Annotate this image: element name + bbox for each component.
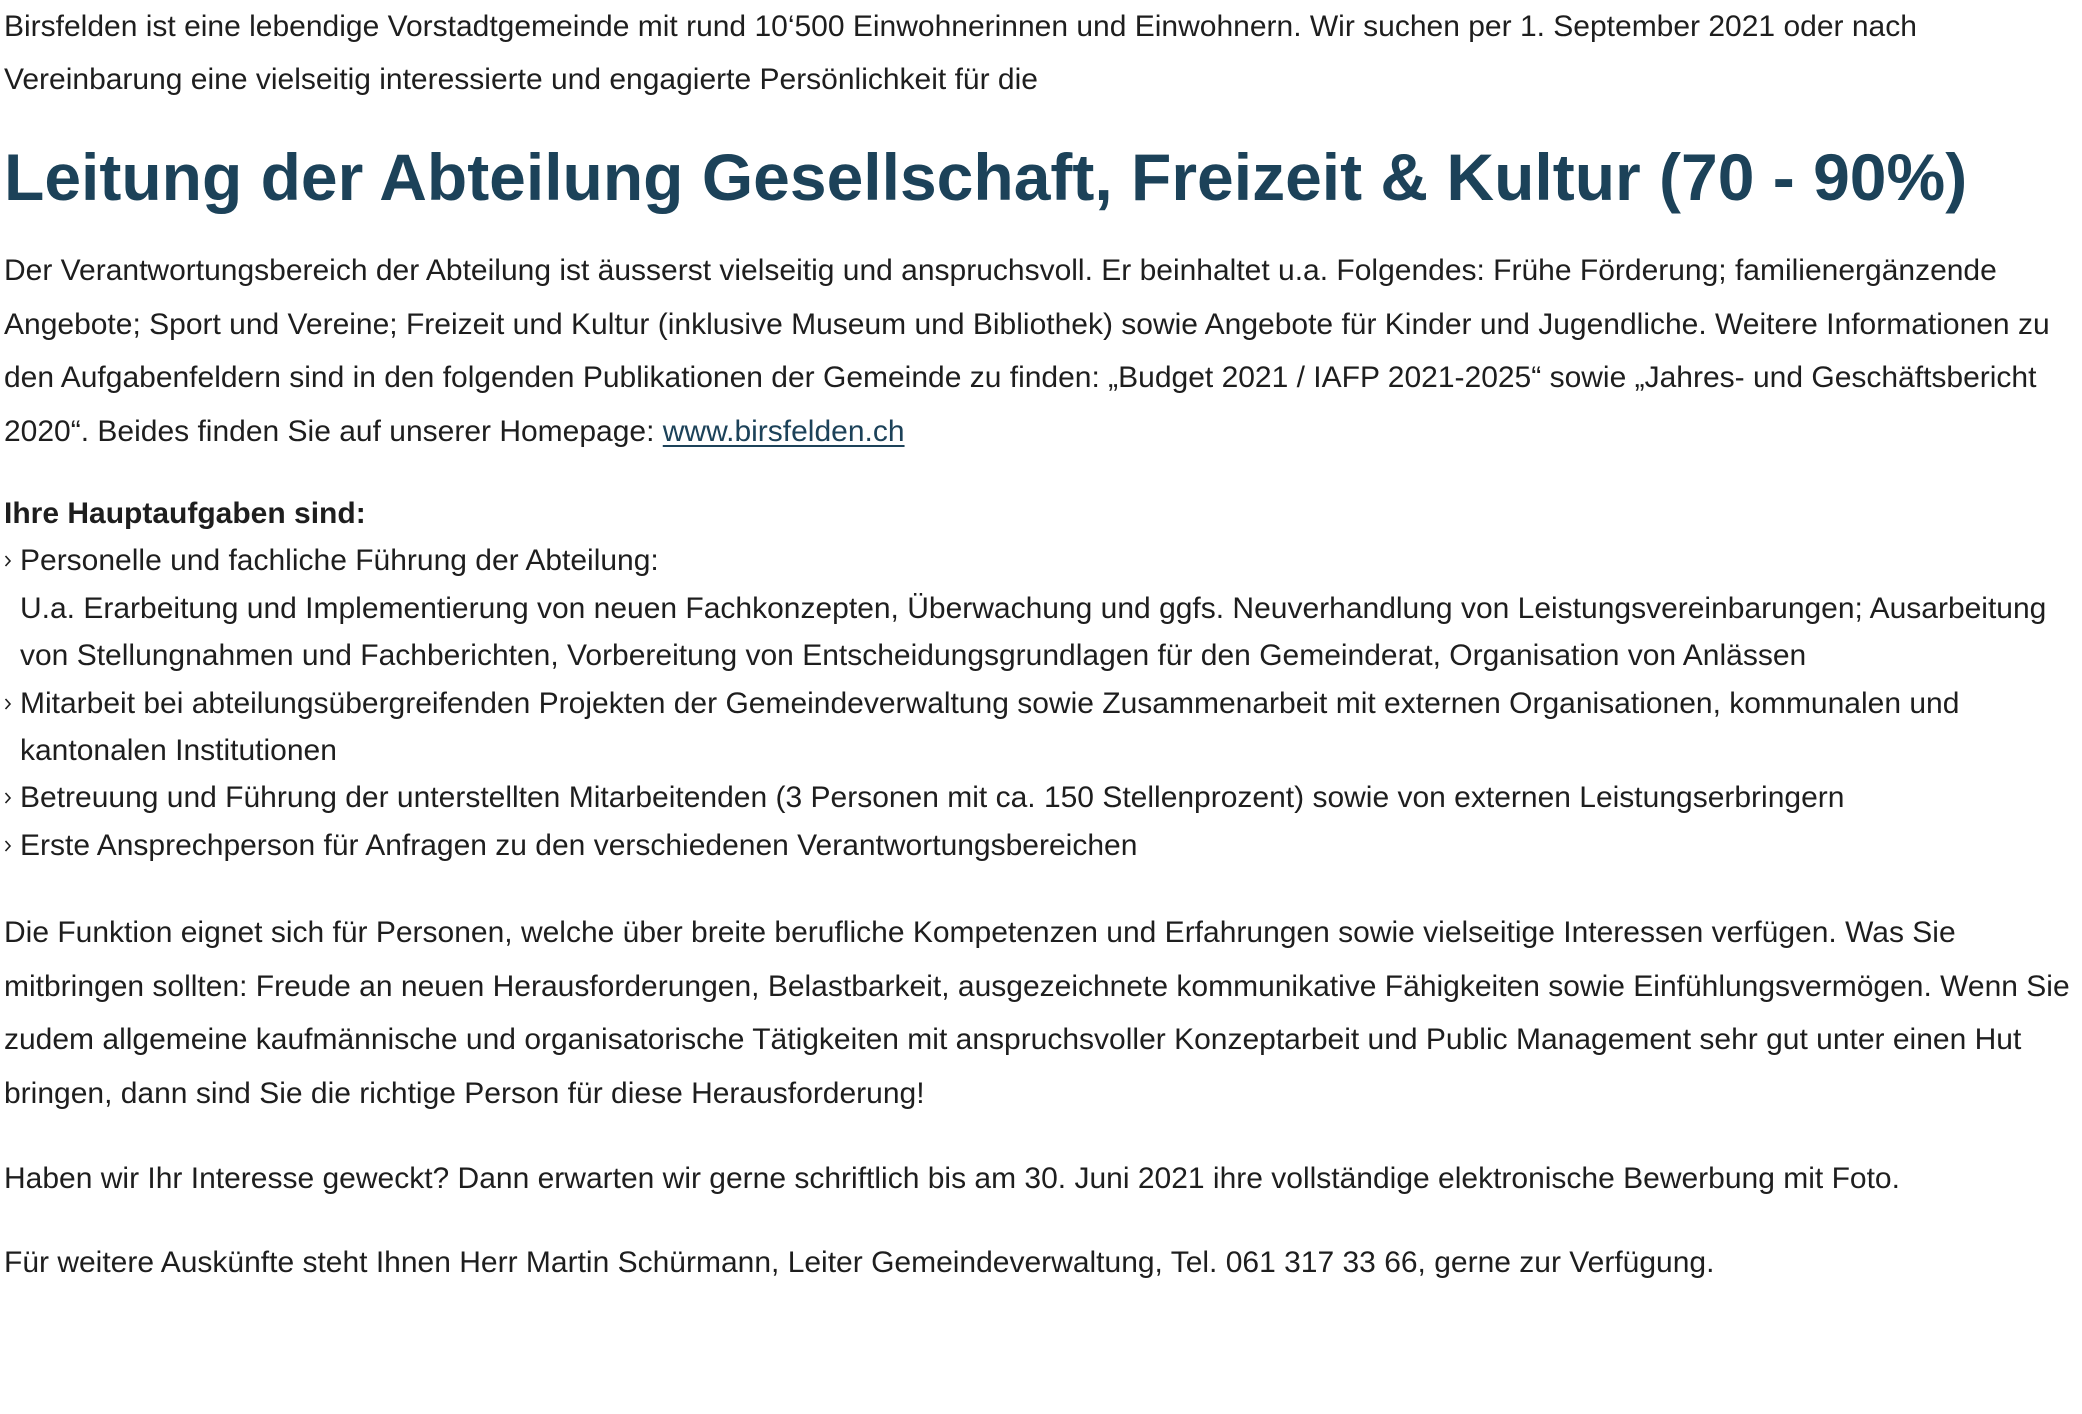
chevron-right-icon	[4, 680, 16, 727]
task-item	[4, 537, 2082, 679]
description-paragraph	[4, 244, 2082, 458]
task-text: Mitarbeit bei abteilungsübergreifenden Projekten der Gemeindeverwaltung sowie Zusammenarbeit mit externen Organisationen, kommunalen und kantonalen Institutionen	[20, 686, 1960, 767]
task-detail: U.a. Erarbeitung und Implementierung von neuen Fachkonzepten, Überwachung und ggfs. Neuverhandlung von Leistungsvereinbarungen; Ausarbeitung von Stellungnahmen und Fachberichten, Vorbereitung von Entscheidungsgrundlagen für den Gemeinderat, Organisation von Anlässen	[20, 591, 2047, 673]
application-paragraph: Haben wir Ihr Interesse geweckt? Dann erwarten wir gerne schriftlich bis am 30. Juni 2021 ihre vollständige elektronische Bewerbung mit Foto.	[4, 1161, 1900, 1195]
job-title-headline: Leitung der Abteilung Gesellschaft, Freizeit & Kultur (70 - 90%)	[4, 140, 1968, 214]
task-item	[4, 774, 2082, 821]
intro-paragraph: Birsfelden ist eine lebendige Vorstadtgemeinde mit rund 10‘500 Einwohnerinnen und Einwohnern. Wir suchen per 1. September 2021 oder nach Vereinbarung eine vielseitig interessierte und engagierte Persönlichkeit für die	[4, 10, 1917, 96]
homepage-link[interactable]: www.birsfelden.ch	[662, 414, 905, 448]
tasks-list	[4, 537, 2082, 869]
task-item	[4, 822, 2082, 869]
description-text: Der Verantwortungsbereich der Abteilung ist äusserst vielseitig und anspruchsvoll. Er beinhaltet u.a. Folgendes: Frühe Förderung; familienergänzende Angebote; Sport und Vereine; Freizeit und Kultur (inklusive Museum und Bibliothek) sowie Angebote für Kinder und Jugendliche. Weitere Informationen zu den Aufgabenfeldern sind in den folgenden Publikationen der Gemeinde zu finden: „Budget 2021 / IAFP 2021-2025“ sowie „Jahres- und Geschäftsbericht 2020“. Beides finden Sie auf unserer Homepage:	[4, 254, 2050, 448]
task-text: Erste Ansprechperson für Anfragen zu den verschiedenen Verantwortungsbereichen	[20, 828, 1138, 862]
chevron-right-icon	[4, 537, 16, 584]
tasks-heading: Ihre Hauptaufgaben sind:	[4, 497, 366, 531]
task-item	[4, 680, 2082, 775]
task-text: Betreuung und Führung der unterstellten Mitarbeitenden (3 Personen mit ca. 150 Stellenprozent) sowie von externen Leistungserbringern	[20, 781, 1845, 815]
chevron-right-icon	[4, 822, 16, 869]
chevron-right-icon	[4, 774, 16, 821]
task-text: Personelle und fachliche Führung der Abteilung:	[20, 544, 659, 578]
contact-paragraph: Für weitere Auskünfte steht Ihnen Herr Martin Schürmann, Leiter Gemeindeverwaltung, Tel. 061 317 33 66, gerne zur Verfügung.	[4, 1246, 1715, 1280]
profile-paragraph: Die Funktion eignet sich für Personen, welche über breite berufliche Kompetenzen und Erfahrungen sowie vielseitige Interessen verfügen. Was Sie mitbringen sollten: Freude an neuen Herausforderungen, Belastbarkeit, ausgezeichnete kommunikative Fähigkeiten sowie Einfühlungsvermögen. Wenn Sie zudem allgemeine kaufmännische und organisatorische Tätigkeiten mit anspruchsvoller Konzeptarbeit und Public Management sehr gut unter einen Hut bringen, dann sind Sie die richtige Person für diese Herausforderung!	[4, 916, 2070, 1110]
